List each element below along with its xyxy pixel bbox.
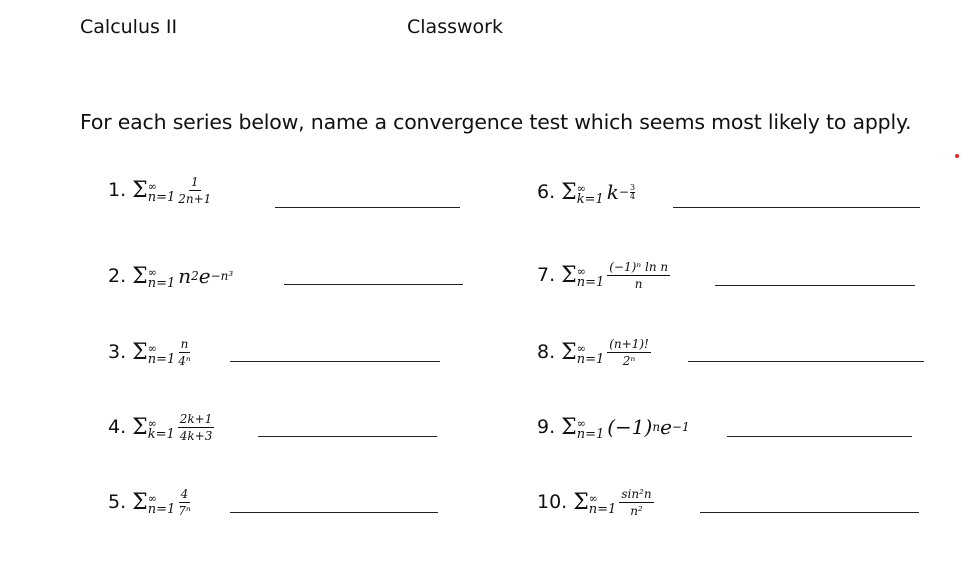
worksheet-type: Classwork (407, 16, 503, 38)
upper-limit: ∞ (576, 182, 586, 195)
lower-limit: n=1 (147, 276, 176, 291)
numerator: sin²n (621, 486, 652, 501)
numerator: 1 (190, 174, 199, 189)
problem-number: 1. (108, 179, 127, 201)
answer-blank-8[interactable] (688, 361, 924, 362)
upper-limit: ∞ (147, 492, 157, 505)
sigma-symbol: Σ (561, 339, 577, 365)
fraction (178, 175, 211, 206)
upper-limit: ∞ (576, 265, 586, 278)
problem-9 (537, 407, 690, 447)
upper-limit: ∞ (576, 417, 586, 430)
numerator: 3 (629, 182, 636, 192)
problem-1 (108, 170, 211, 210)
sigma-symbol: Σ (132, 263, 148, 289)
term-base: n (178, 264, 192, 288)
problem-number: 10. (537, 491, 568, 513)
denominator: 2ⁿ (622, 353, 636, 368)
exponent: −n³ (210, 269, 234, 283)
sigma-symbol: Σ (132, 339, 148, 365)
term-base: e (660, 415, 672, 439)
lower-limit: k=1 (147, 427, 175, 442)
term-base: (−1) (607, 415, 653, 439)
exponent: n (652, 420, 661, 434)
lower-limit: n=1 (588, 502, 617, 517)
denominator: n² (630, 503, 643, 518)
exponent-fraction (630, 184, 635, 201)
summation-limits (148, 493, 176, 515)
numerator: n (180, 336, 189, 351)
lower-limit: k=1 (576, 192, 604, 207)
upper-limit: ∞ (147, 180, 157, 193)
lower-limit: n=1 (147, 502, 176, 517)
problem-6 (537, 172, 635, 212)
problem-number: 9. (537, 416, 556, 438)
instructions: For each series below, name a convergence test which seems most likely to apply. (80, 110, 912, 134)
denominator: 4ⁿ (178, 353, 191, 368)
fraction (619, 487, 653, 518)
fraction (607, 260, 670, 291)
upper-limit: ∞ (147, 342, 157, 355)
summation-limits (577, 418, 605, 440)
upper-limit: ∞ (147, 417, 157, 430)
summation-limits (577, 266, 605, 288)
summation-limits (148, 267, 176, 289)
problem-4 (108, 407, 214, 447)
numerator: (n+1)! (609, 336, 649, 351)
problem-number: 2. (108, 265, 127, 287)
lower-limit: n=1 (576, 352, 605, 367)
problem-number: 6. (537, 181, 556, 203)
numerator: 2k+1 (179, 411, 213, 426)
upper-limit: ∞ (576, 342, 586, 355)
problem-number: 7. (537, 264, 556, 286)
denominator: 7ⁿ (178, 503, 191, 518)
answer-blank-1[interactable] (275, 207, 460, 208)
answer-blank-2[interactable] (284, 284, 463, 285)
problem-7 (537, 255, 670, 295)
answer-blank-6[interactable] (673, 207, 920, 208)
problem-number: 8. (537, 341, 556, 363)
fraction (178, 337, 191, 368)
answer-blank-9[interactable] (727, 436, 912, 437)
sigma-symbol: Σ (561, 414, 577, 440)
numerator: 4 (180, 486, 189, 501)
upper-limit: ∞ (588, 492, 598, 505)
problem-5 (108, 482, 191, 522)
problem-number: 4. (108, 416, 127, 438)
term-base: k (606, 180, 619, 204)
numerator: (−1)ⁿ ln n (609, 259, 669, 274)
answer-blank-4[interactable] (258, 436, 437, 437)
sigma-symbol: Σ (132, 489, 148, 515)
sigma-symbol: Σ (561, 179, 577, 205)
fraction (178, 487, 191, 518)
denominator: 4 (629, 191, 636, 201)
denominator: n (634, 276, 643, 291)
upper-limit: ∞ (147, 266, 157, 279)
sigma-symbol: Σ (561, 262, 577, 288)
sigma-symbol: Σ (573, 489, 589, 515)
lower-limit: n=1 (147, 352, 176, 367)
course-title: Calculus II (80, 16, 178, 38)
fraction (178, 412, 215, 443)
sigma-symbol: Σ (132, 177, 148, 203)
problem-number: 3. (108, 341, 127, 363)
summation-limits (577, 183, 604, 205)
problem-number: 5. (108, 491, 127, 513)
sigma-symbol: Σ (132, 414, 148, 440)
term-base: e (198, 264, 211, 288)
problem-2 (108, 256, 233, 296)
red-mark (955, 154, 959, 158)
problem-8 (537, 332, 651, 372)
answer-blank-3[interactable] (230, 361, 440, 362)
problem-3 (108, 332, 191, 372)
summation-limits (148, 181, 176, 203)
summation-limits (148, 343, 176, 365)
summation-limits (148, 418, 175, 440)
summation-limits (589, 493, 617, 515)
answer-blank-5[interactable] (230, 512, 438, 513)
fraction (607, 337, 651, 368)
exponent: 2 (191, 269, 199, 283)
problem-10 (537, 482, 654, 522)
lower-limit: n=1 (576, 427, 605, 442)
exponent: − (618, 185, 629, 199)
summation-limits (577, 343, 605, 365)
lower-limit: n=1 (147, 190, 176, 205)
answer-blank-10[interactable] (700, 512, 919, 513)
lower-limit: n=1 (576, 275, 605, 290)
answer-blank-7[interactable] (715, 285, 915, 286)
denominator: 4k+3 (179, 428, 213, 443)
denominator: 2n+1 (178, 191, 212, 206)
exponent: −1 (671, 420, 690, 434)
